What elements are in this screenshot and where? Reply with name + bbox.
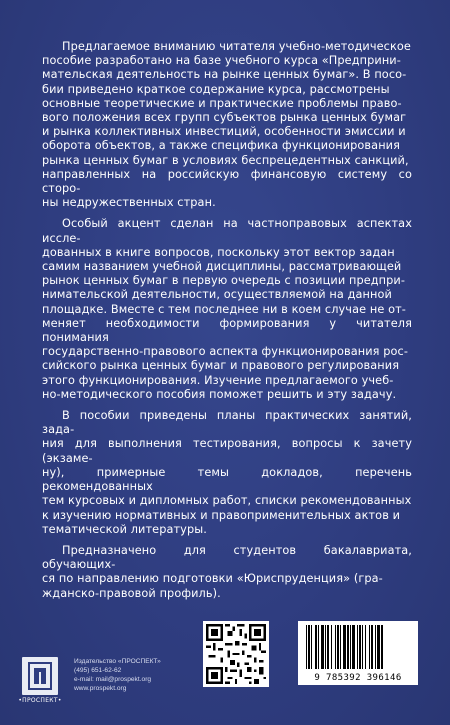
- publisher-name: Издательство «ПРОСПЕКТ»: [74, 658, 161, 665]
- publisher-website: www.prospekt.org: [74, 685, 127, 692]
- qr-code: [203, 621, 269, 687]
- annotation-paragraph-4: Предназначено для студентов бакалавриата, обучающих- ся по направлению подготовки «Юриспруденция» (гра- жданско-правовой профиль).: [42, 543, 412, 600]
- qr-code-icon: [206, 624, 266, 684]
- publisher-email: e-mail: mail@prospekt.org: [74, 676, 152, 683]
- isbn-digits: 9 785392 396146: [314, 673, 402, 683]
- isbn-barcode: [298, 621, 418, 685]
- logo-caption: •ПРОСПЕКТ•: [18, 697, 62, 704]
- annotation-paragraph-1: Предлагаемое вниманию читателя учебно-методическое пособие разработано на базе учебного курса «Предприни- мательская деятельность на рынке ценных бумаг». В посо- бии приведено краткое содержание курса, рассмотрены основные теоретические и практические проблемы право- вого положения всех групп субъектов рынка ценных бумаг и рынка коллективных инвестиций, особенности эмиссии и оборота объектов, а также специфика функционирования рынка ценных бумаг в условиях беспрецедентных санкций, направленных на российскую финансовую систему со сторо- ны недружественных стран.: [42, 40, 412, 210]
- barcode-bars-icon: [298, 621, 418, 673]
- annotation-paragraph-3: В пособии приведены планы практических занятий, зада- ния для выполнения тестирования, вопросы к зачету (экзаме- ну), примерные темы докладов, перечень рекомендованных тем курсовых и дипломных работ, списки рекомендованных к изучению нормативных и правоприменительных актов и тематической литературы.: [42, 409, 412, 536]
- prospekt-logo-icon: [26, 660, 54, 692]
- logo-box: [22, 657, 58, 695]
- annotation-paragraph-2: Особый акцент сделан на частноправовых аспектах иссле- дованных в книге вопросов, поскольку этот вектор задан самим названием учебной дисциплины, рассматривающей рынок ценных бумаг в первую очередь с позиции предпри- нимательской деятельности, осуществляемой на данной площадке. Вместе с тем последнее ни в коем случае не от- меняет необходимости формирования у читателя понимания государственно-правового аспекта функционирования рос- сийского рынка ценных бумаг и правового регулирования этого функционирования. Изучение предлагаемого учеб- но-методического пособия поможет решить и эту задачу.: [42, 217, 412, 401]
- publisher-block: [18, 657, 218, 717]
- publisher-logo: [18, 657, 62, 709]
- publisher-phone: (495) 651-62-62: [74, 667, 122, 674]
- annotation-text: [42, 40, 412, 608]
